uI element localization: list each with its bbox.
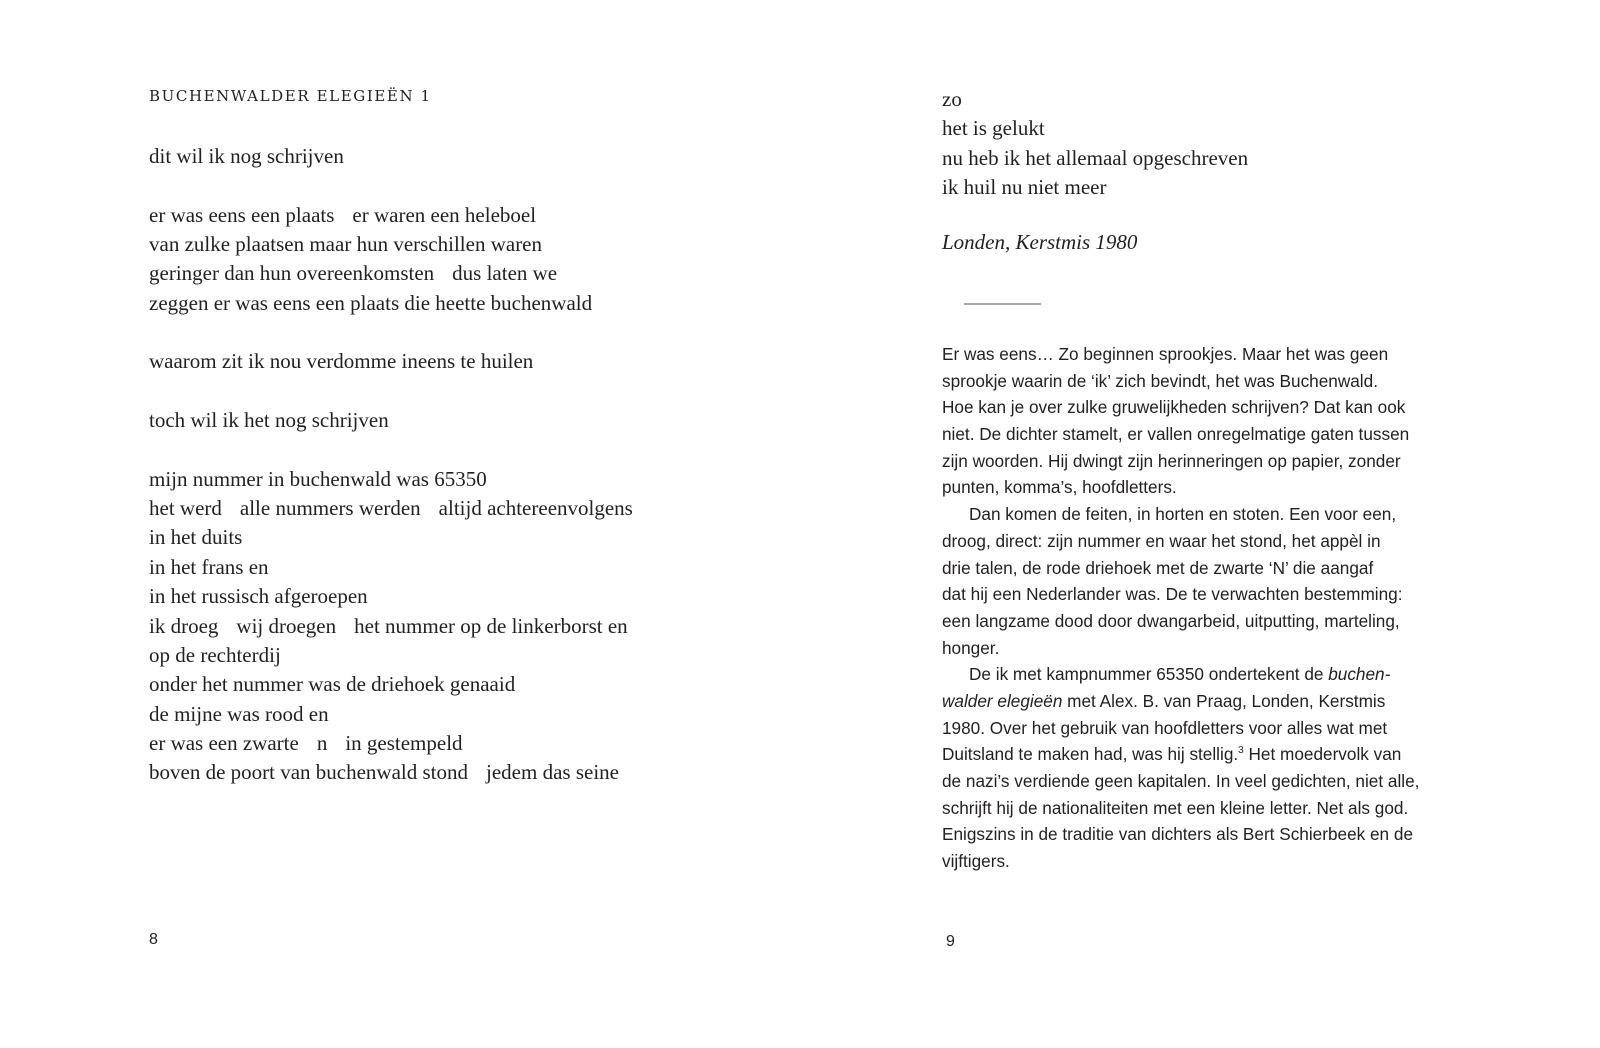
commentary-line: 1980. Over het gebruik van hoofdletters voor alles wat met <box>942 717 1388 738</box>
poem-fragment: wij droegen <box>236 613 337 638</box>
commentary-line: honger. <box>942 637 1000 658</box>
poem-fragment: op de rechterdij <box>149 642 281 667</box>
separator-rule <box>964 303 1041 305</box>
poem-fragment: dit wil ik nog schrijven <box>149 144 344 168</box>
poem-line <box>149 406 633 435</box>
poem-line <box>149 641 633 670</box>
poem-body <box>149 142 633 788</box>
poem-fragment: het werd <box>149 496 222 521</box>
poem-fragment: n <box>316 730 328 755</box>
page-number-right: 9 <box>946 933 955 950</box>
poem-line <box>149 553 633 582</box>
poem-fragment: ik droeg <box>149 613 219 638</box>
stanza-break <box>149 435 633 464</box>
commentary-line <box>942 741 1432 768</box>
poem-line <box>149 523 633 552</box>
book-title-italic: buchen- <box>1328 664 1391 685</box>
poem-fragment: dus laten we <box>452 261 558 286</box>
right-page <box>800 0 1600 1048</box>
commentary-line: dat hij een Nederlander was. De te verwachten bestemming: <box>942 584 1403 605</box>
poem-fragment: de mijne was rood en <box>149 701 329 726</box>
commentary-text-run: De ik met kampnummer 65350 ondertekent de <box>969 664 1329 685</box>
commentary-line: drie talen, de rode driehoek met de zwarte ‘N’ die aangaf <box>942 557 1374 578</box>
place-date: Londen, Kerstmis 1980 <box>942 230 1138 254</box>
poem-fragment: in gestempeld <box>345 730 463 755</box>
commentary-line <box>942 661 1432 688</box>
poem-fragment: in het frans en <box>149 554 269 579</box>
stanza-break <box>149 171 633 200</box>
poem-line: het is gelukt <box>942 116 1045 141</box>
poem-fragment: in het russisch afgeroepen <box>149 584 368 609</box>
commentary-line: Er was eens… Zo beginnen sprookjes. Maar het was geen <box>942 344 1389 364</box>
poem-fragment: onder het nummer was de driehoek genaaid <box>149 672 516 697</box>
poem-line: ik huil nu niet meer <box>942 175 1107 200</box>
commentary-line: Hoe kan je over zulke gruwelijkheden schrijven? Dat kan ook <box>942 397 1406 418</box>
poem-line <box>149 259 633 288</box>
poem-fragment: er waren een heleboel <box>352 202 537 227</box>
poem-line <box>149 700 633 729</box>
poem-line <box>149 201 633 230</box>
poem-line <box>149 670 633 699</box>
commentary-line: punten, komma’s, hoofdletters. <box>942 477 1177 498</box>
poem-fragment: er was eens een plaats <box>149 202 335 227</box>
footnote-reference[interactable]: 3 <box>1238 745 1244 757</box>
poem-fragment: geringer dan hun overeenkomsten <box>149 261 435 286</box>
commentary-text-run: met Alex. B. van Praag, Londen, Kerstmis <box>1062 690 1386 711</box>
poem-line <box>149 612 633 641</box>
commentary-text <box>942 341 1432 875</box>
poem-title: BUCHENWALDER ELEGIEËN 1 <box>149 87 432 105</box>
poem-fragment: zeggen er was eens een plaats die heette buchenwald <box>149 290 593 315</box>
poem-fragment: toch wil ik het nog schrijven <box>149 408 389 433</box>
poem-fragment: altijd achtereenvolgens <box>438 496 633 521</box>
poem-line <box>149 289 633 318</box>
commentary-line: droog, direct: zijn nummer en waar het stond, het appèl in <box>942 530 1381 551</box>
commentary-line: Enigszins in de traditie van dichters als Bert Schierbeek en de <box>942 824 1414 845</box>
commentary-line: schrijft hij de nationaliteiten met een kleine letter. Net als god. <box>942 797 1409 818</box>
poem-fragment: waarom zit ik nou verdomme ineens te huilen <box>149 349 534 374</box>
poem-line <box>149 494 633 523</box>
commentary-line: niet. De dichter stamelt, er vallen onregelmatige gaten tussen <box>942 424 1410 445</box>
poem-fragment: boven de poort van buchenwald stond <box>149 760 469 785</box>
poem-line <box>149 230 633 259</box>
commentary-line: Dan komen de feiten, in horten en stoten. Een voor een, <box>969 504 1397 525</box>
poem-line <box>149 758 633 787</box>
commentary-text-run: Het moedervolk van <box>1243 744 1402 765</box>
commentary-line: sprookje waarin de ‘ik’ zich bevindt, het was Buchenwald. <box>942 370 1378 391</box>
poem-line <box>149 347 633 376</box>
poem-fragment: er was een zwarte <box>149 730 299 755</box>
poem-fragment: jedem das seine <box>486 760 619 785</box>
commentary-text-run: Duitsland te maken had, was hij stellig. <box>942 744 1239 765</box>
commentary-line: een langzame dood door dwangarbeid, uitputting, marteling, <box>942 610 1400 631</box>
stanza-break <box>149 377 633 406</box>
poem-fragment: van zulke plaatsen maar hun verschillen waren <box>149 232 543 257</box>
book-title-italic: walder elegieën <box>942 690 1063 711</box>
stanza-break <box>149 318 633 347</box>
poem-fragment: alle nummers werden <box>239 496 421 521</box>
poem-line: zo <box>942 87 962 111</box>
poem-line <box>149 729 633 758</box>
poem-line <box>149 142 633 171</box>
poem-fragment: het nummer op de linkerborst en <box>354 613 628 638</box>
commentary-line: vijftigers. <box>942 851 1010 872</box>
commentary-line <box>942 688 1432 715</box>
poem-fragment: in het duits <box>149 525 243 550</box>
poem-line: nu heb ik het allemaal opgeschreven <box>942 145 1249 170</box>
poem-line <box>149 582 633 611</box>
poem-ending <box>942 85 1248 202</box>
page-number-left: 8 <box>149 931 158 948</box>
poem-fragment: mijn nummer in buchenwald was 65350 <box>149 466 487 491</box>
commentary-line: de nazi’s verdiende geen kapitalen. In veel gedichten, niet alle, <box>942 771 1420 791</box>
commentary-line: zijn woorden. Hij dwingt zijn herinneringen op papier, zonder <box>942 450 1401 471</box>
poem-line <box>149 465 633 494</box>
